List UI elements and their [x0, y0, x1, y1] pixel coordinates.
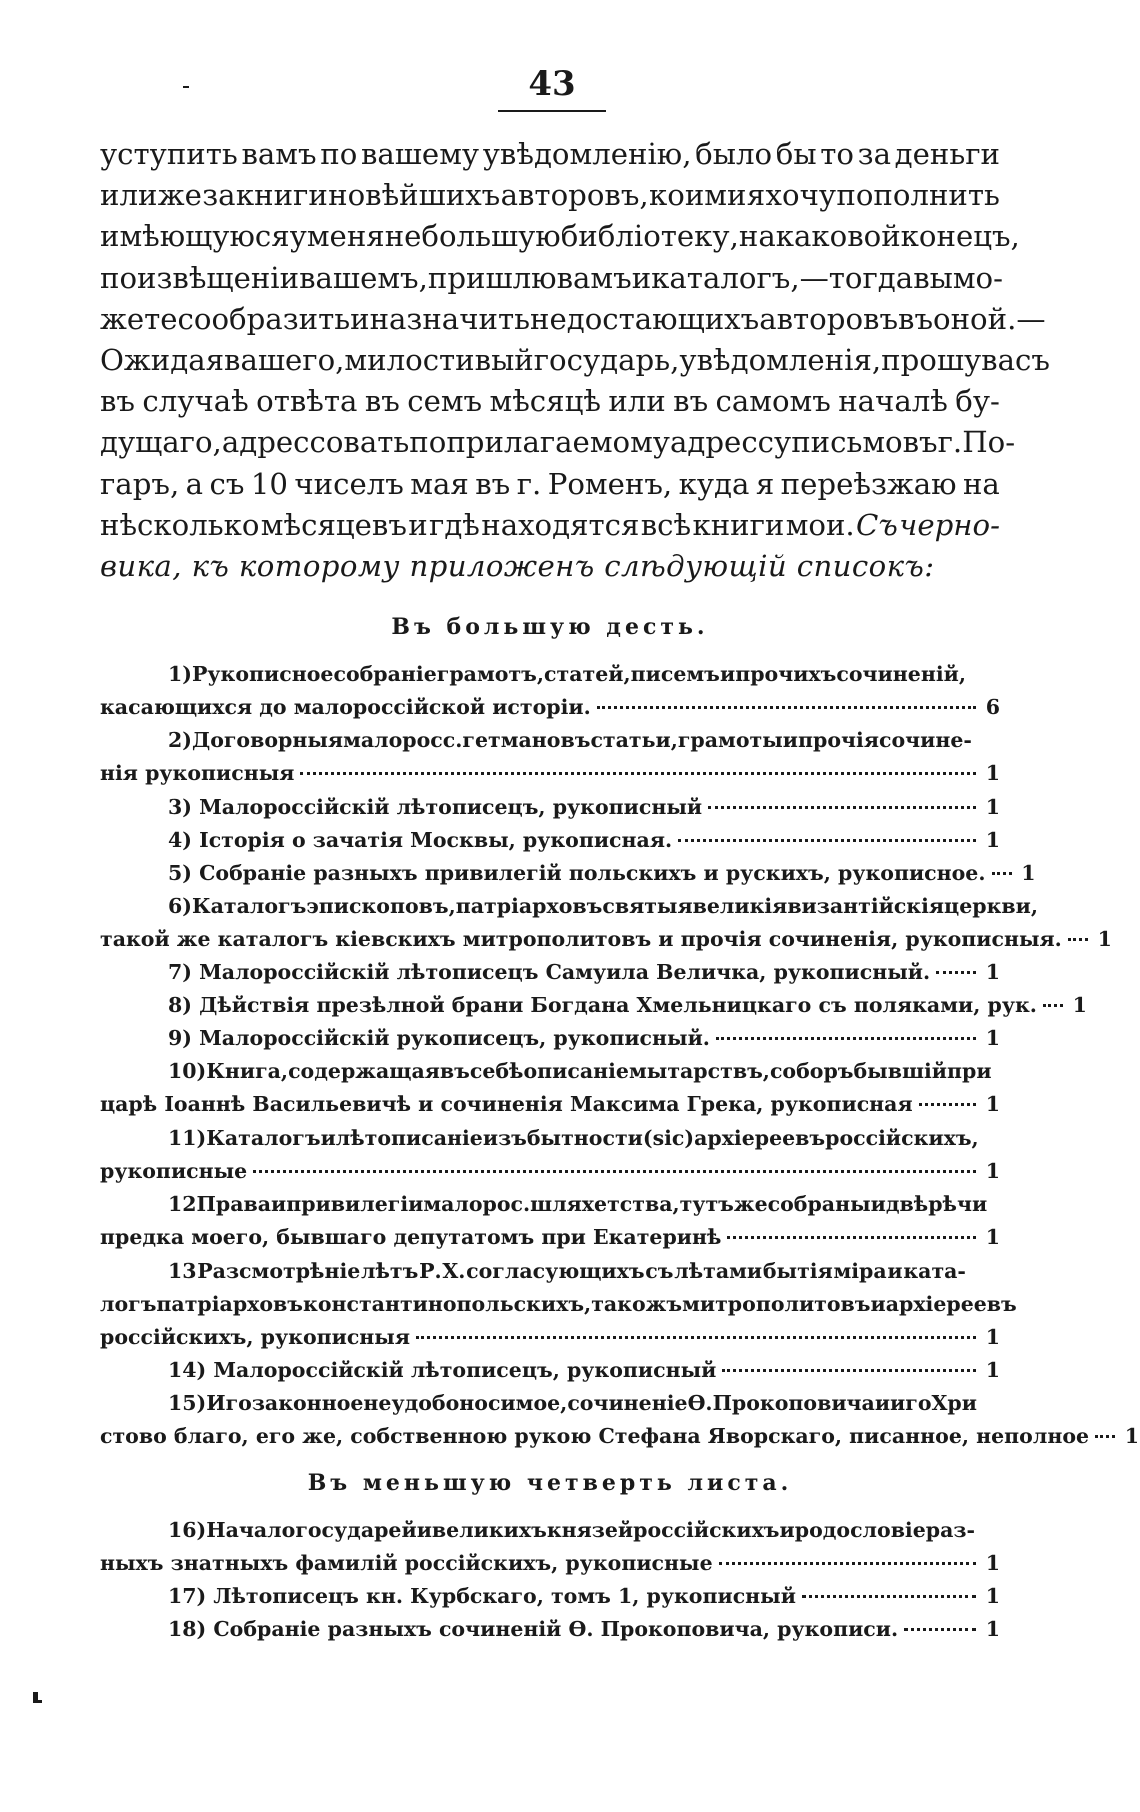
volume-count: 1 [985, 1358, 1000, 1382]
entry-title: 9) Малороссійскій рукописецъ, рукописный. [168, 1026, 710, 1050]
catalog-entry [100, 728, 1000, 794]
entry-line [100, 1225, 1000, 1258]
catalog-entry [100, 828, 1000, 861]
entry-line: 16) Начало государей и великихъ князей россійскихъ и родословіе раз- [168, 1518, 975, 1542]
entry-title: предка моего, бывшаго депутатомъ при Екатеринѣ [100, 1225, 722, 1249]
dot-leader [1095, 1435, 1115, 1438]
dot-leader [597, 706, 976, 709]
volume-count: 1 [985, 1092, 1000, 1116]
volume-count: 1 [1097, 927, 1112, 951]
volume-count: 1 [1021, 861, 1036, 885]
entry-line [100, 1092, 1000, 1125]
entry-title: 4) Історія о зачатія Москвы, рукописная. [168, 828, 673, 852]
catalog-entry [100, 1584, 1000, 1617]
catalog-entry [100, 1259, 1017, 1358]
dot-leader [416, 1336, 976, 1339]
entry-line: 6) Каталогъ эпископовъ, патріарховъ святыя великія византійскія церкви, [168, 894, 1038, 918]
catalog-entry [100, 1518, 1000, 1584]
section-heading: Въ большую десть. [391, 614, 709, 640]
entry-line [100, 1584, 1000, 1617]
dot-leader [722, 1369, 976, 1372]
page-number: 43 [498, 64, 606, 112]
dot-leader [719, 1562, 976, 1565]
entry-title: 8) Дѣйствія презѣлной брани Богдана Хмельницкаго съ поляками, рук. [168, 993, 1037, 1017]
entry-title: рукописные [100, 1159, 248, 1183]
entry-line [100, 1551, 1000, 1584]
volume-count: 1 [985, 960, 1000, 984]
catalog-entry [100, 1192, 1000, 1258]
entry-title: россійскихъ, рукописныя [100, 1325, 411, 1349]
volume-count: 1 [985, 1225, 1000, 1249]
volume-count: 1 [985, 761, 1000, 785]
catalog-entry [100, 993, 1087, 1026]
entry-title: нія рукописныя [100, 761, 295, 785]
catalog-entry [100, 795, 1000, 828]
dot-leader [904, 1628, 976, 1631]
entry-line: 1) Рукописное собраніе грамотъ, статей, писемъ и прочихъ сочиненій, [168, 662, 966, 686]
entry-line [100, 1358, 1000, 1391]
catalog-entry [100, 662, 1000, 728]
volume-count: 1 [985, 1159, 1000, 1183]
volume-count: 1 [985, 1551, 1000, 1575]
body-line: имѣющуюся у меня небольшую библіотеку, на каковой конецъ, [100, 219, 1020, 254]
entry-line [100, 761, 1000, 794]
entry-line [100, 695, 1000, 728]
entry-title: царѣ Іоаннѣ Васильевичѣ и сочиненія Максима Грека, рукописная [100, 1092, 913, 1116]
entry-line [100, 861, 1036, 894]
entry-title: 18) Собраніе разныхъ сочиненій Ѳ. Прокоповича, рукописи. [168, 1617, 899, 1641]
entry-title: 14) Малороссійскій лѣтописецъ, рукописный [168, 1358, 717, 1382]
body-line: въ случаѣ отвѣта въ семъ мѣсяцѣ или въ самомъ началѣ бу- [100, 384, 1000, 419]
body-line: нѣсколько мѣсяцевъ и гдѣ находятся всѣ книги мои. Съ черно- [100, 507, 1000, 542]
catalog-entry [100, 960, 1000, 993]
volume-count: 1 [1072, 993, 1087, 1017]
dot-leader [678, 839, 976, 842]
volume-count: 1 [985, 1325, 1000, 1349]
entry-line [100, 828, 1000, 861]
volume-count: 6 [985, 695, 1000, 719]
dot-leader [1043, 1004, 1063, 1007]
body-line: дущаго, адрессовать по прилагаемому адрессу письмо въ г. По- [100, 425, 1016, 460]
entry-title: 5) Собраніе разныхъ привилегій польскихъ и рускихъ, рукописное. [168, 861, 986, 885]
volume-count: 1 [985, 828, 1000, 852]
catalog-entry [100, 1026, 1000, 1059]
entry-line: 13 Разсмотрѣніе лѣтъ Р. Х. согласующихъ съ лѣтами бытія міра и ката- [168, 1259, 966, 1283]
body-line: вика, къ которому приложенъ слѣдующій списокъ: [100, 548, 935, 583]
entry-line [100, 1617, 1000, 1650]
body-text [100, 134, 1050, 587]
volume-count: 1 [985, 1584, 1000, 1608]
catalog-entry [100, 1059, 1000, 1125]
entry-title: стово благо, его же, собственною рукою Стефана Яворскаго, писанное, неполное [100, 1424, 1090, 1448]
entry-line [100, 927, 1112, 960]
body-line: жете сообразить и назначить недостающихъ авторовъ въ оной.— [100, 301, 1046, 336]
catalog-entry [100, 1126, 1000, 1192]
dot-leader [936, 971, 976, 974]
catalog-entry [100, 1358, 1000, 1391]
entry-line: 15) Иго законное неудобоносимое, сочиненіе Ѳ. Прокоповича и иго Хри [168, 1391, 977, 1415]
entry-line [100, 795, 1000, 828]
catalog-entry [100, 1617, 1000, 1650]
dot-leader [1068, 938, 1088, 941]
entry-line [100, 1424, 1140, 1457]
body-line: по извѣщеніи вашемъ, пришлю вамъ и каталогъ,—тогда вы мо- [100, 260, 1003, 295]
dot-leader [300, 772, 976, 775]
entry-title: ныхъ знатныхъ фамилій россійскихъ, рукописные [100, 1551, 713, 1575]
dot-leader [253, 1170, 976, 1173]
body-line: уступить вамъ по вашему увѣдомленію, было бы то за деньги [100, 137, 1000, 171]
print-mark [183, 86, 189, 88]
entry-line: логъ патріарховъ константинопольскихъ, тако жъ митрополитовъ и архіереевъ [100, 1292, 1017, 1316]
volume-count: 1 [1124, 1424, 1140, 1448]
print-mark [33, 1692, 38, 1700]
entry-line [100, 1159, 1000, 1192]
dot-leader [919, 1103, 976, 1106]
dot-leader [716, 1037, 976, 1040]
catalog-entry [100, 1391, 1140, 1457]
body-line: гаръ, а съ 10 чиселъ мая въ г. Роменъ, куда я переѣзжаю на [100, 466, 1000, 501]
entry-line [100, 1325, 1000, 1358]
entry-title: 7) Малороссійскій лѣтописецъ Самуила Величка, рукописный. [168, 960, 931, 984]
dot-leader [992, 872, 1012, 875]
entry-line [100, 993, 1087, 1026]
entry-title: 17) Лѣтописецъ кн. Курбскаго, томъ 1, рукописный [168, 1584, 796, 1608]
entry-line: 10) Книга, содержащая въ себѣ описаніе мытарствъ, соборъ бывшій при [168, 1059, 992, 1083]
section-heading: Въ меньшую четверть листа. [307, 1470, 793, 1496]
volume-count: 1 [985, 1617, 1000, 1641]
volume-count: 1 [985, 795, 1000, 819]
dot-leader [727, 1236, 976, 1239]
entry-line: 12 Права и привилегіи малорос. шляхетства, тутъ же собраны и двѣ рѣчи [168, 1192, 988, 1216]
body-line: Ожидая вашего, милостивый государь, увѣдомленія, прошу васъ [100, 342, 1050, 377]
dot-leader [708, 806, 976, 809]
entry-title: 3) Малороссійскій лѣтописецъ, рукописный [168, 795, 703, 819]
entry-title: такой же каталогъ кіевскихъ митрополитовъ и прочія сочиненія, рукописныя. [100, 927, 1062, 951]
dot-leader [802, 1595, 976, 1598]
entry-line: 11) Каталогъ и лѣтописаніе изъ бытности (sic) архіереевъ россійскихъ, [168, 1126, 979, 1150]
print-mark [33, 1700, 42, 1703]
entry-line [100, 960, 1000, 993]
entry-line [100, 1026, 1000, 1059]
entry-title: касающихся до малороссійской исторіи. [100, 695, 591, 719]
entry-line: 2) Договорныя малоросс. гетмановъ статьи, грамоты и прочія сочине- [168, 728, 972, 752]
catalog-entry [100, 894, 1112, 960]
catalog-entry [100, 861, 1036, 894]
volume-count: 1 [985, 1026, 1000, 1050]
body-line: или же за книги новѣйшихъ авторовъ, коими я хочу пополнить [100, 178, 1000, 213]
